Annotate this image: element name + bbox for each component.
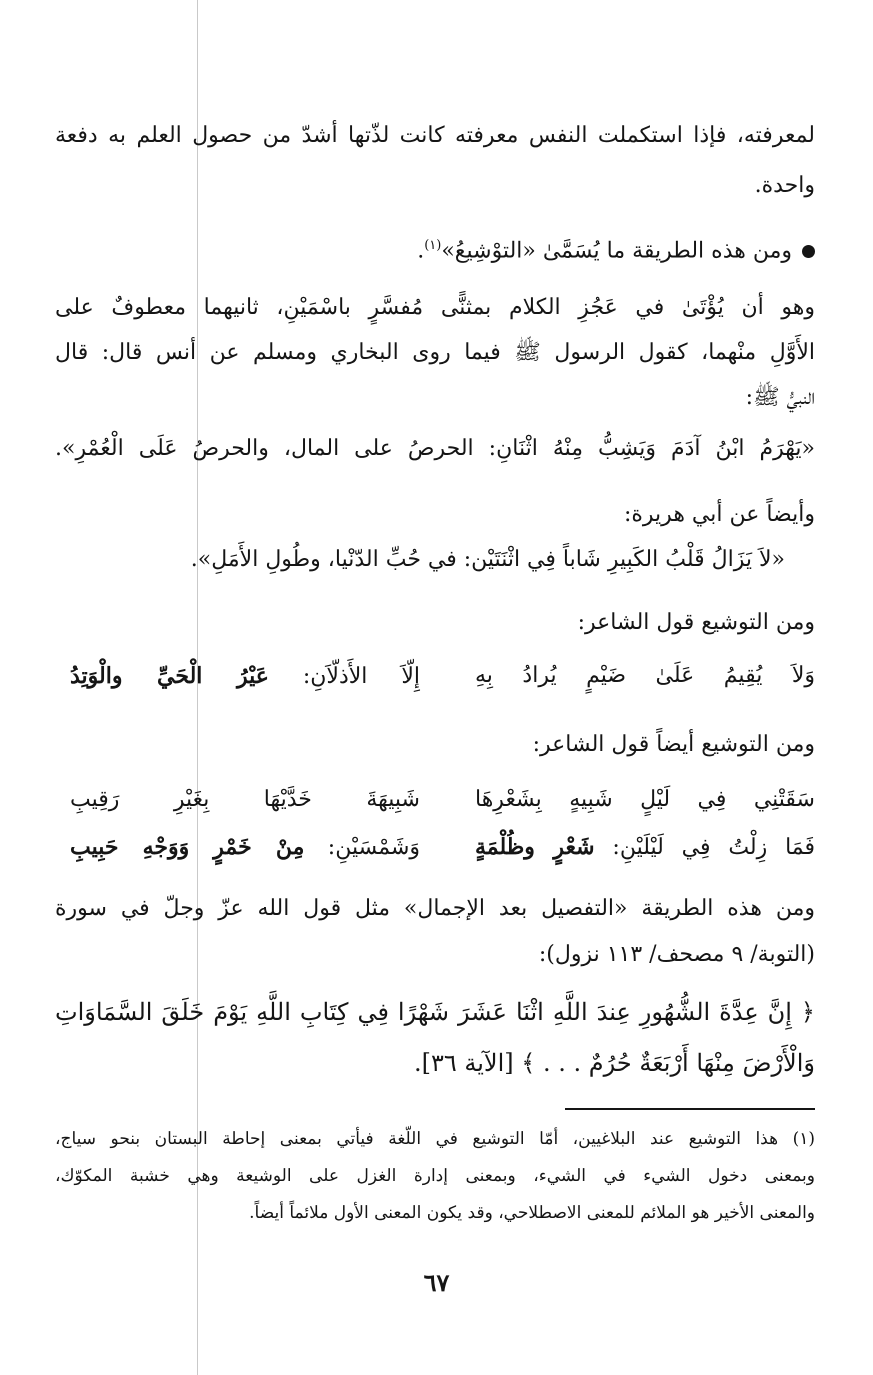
bullet-paragraph [55, 231, 815, 266]
verse-3-first-half-a: فَمَا زِلْتُ فِي لَيْلَيْنِ: [612, 835, 816, 860]
verse-3-first-half [475, 832, 815, 863]
footnote-line-1: (١) هذا التوشيع عند البلاغيين، أمّا التوشيع في اللّغة فيأتي بمعنى إحاطة البستان بنحو سياج، [55, 1129, 815, 1149]
paragraph-2-line-1: وهو أن يُؤْتَىٰ في عَجُزِ الكلام بمثنًّى مُفسَّرٍ باسْمَيْنِ، ثانيهما معطوفٌ على [55, 295, 815, 320]
quran-verse-line-2-text: وَالْأَرْضَ مِنْهَا أَرْبَعَةٌ حُرُمٌ . . . ﴾ [521, 1049, 815, 1077]
footnote-marker: (١) [424, 238, 442, 253]
verse-1-second-half-b: عَيْرُ الْحَيِّ والْوَتِدُ [70, 663, 269, 689]
hadith-1: «يَهْرَمُ ابْنُ آدَمَ وَيَشِبُّ مِنْهُ اثْنَانِ: الحرصُ على المال، والحرصُ عَلَى الْعُمْرِ». [55, 436, 815, 461]
footnote-line-2: وبمعنى دخول الشيء في الشيء، وبمعنى إدارة الغزل على الوشيعة وهي خشبة المكوّك، [55, 1166, 815, 1186]
paragraph-4: ومن التوشيع قول الشاعر: [577, 610, 815, 635]
bullet-text: ومن هذه الطريقة ما يُسَمَّىٰ «التوْشِيعُ» [441, 238, 792, 264]
footnote-divider [565, 1108, 815, 1110]
page-number: ٦٧ [423, 1268, 450, 1297]
bullet-icon [802, 245, 815, 258]
paragraph-6-line-2: (التوبة/ ٩ مصحف/ ١١٣ نزول): [538, 942, 815, 967]
verse-3-second-half-b: مِنْ خَمْرٍ وَوَجْهِ حَبِيبِ [70, 834, 305, 860]
footnote-line-3: والمعنى الأخير هو الملائم للمعنى الاصطلاحي، وقد يكون المعنى الأول ملائماً أيضاً. [249, 1203, 815, 1223]
quran-verse-line-2 [55, 1046, 815, 1080]
quran-verse-reference: [الآية ٣٦]. [413, 1049, 514, 1077]
verse-1-second-half-a: إِلّاَ الأَذلّاَنِ: [302, 664, 420, 689]
paragraph-1-line-2: واحدة. [754, 173, 815, 198]
paragraph-5: ومن التوشيع أيضاً قول الشاعر: [532, 732, 815, 757]
paragraph-2-line-2: الأَوَّلِ منْهما، كقول الرسول ﷺ فيما روى البخاري ومسلم عن أنس قال: قال [55, 340, 815, 365]
verse-3-second-half-a: وَشَمْسَيْنِ: [327, 835, 420, 860]
bullet-end: . [417, 238, 425, 264]
verse-2-first-half: سَقَتْنِي فِي لَيْلٍ شَبِيهٍ بِشَعْرِهَا [475, 787, 815, 812]
verse-3-second-half [70, 832, 420, 863]
paragraph-2-line-3: النبيُّ ﷺ: [745, 385, 815, 410]
verse-1-first-half: وَلاَ يُقِيمُ عَلَىٰ ضَيْمٍ يُرادُ بِهِ [475, 663, 815, 688]
verse-3-first-half-b: شَعْرٍ وظُلْمَةٍ [475, 834, 595, 860]
verse-1-second-half [70, 661, 420, 692]
hadith-2: «لاَ يَزَالُ قَلْبُ الكَبِيرِ شَاباً فِي اثْنَتَيْن: في حُبِّ الدّنْيا، وطُولِ الأَمَلِ». [190, 547, 785, 572]
verse-2-second-half: شَبِيهَةَ خَدَّيْهَا بِغَيْرِ رَقِيبِ [70, 787, 420, 812]
quran-verse-line-1: ﴿ إِنَّ عِدَّةَ الشُّهُورِ عِندَ اللَّهِ اثْنَا عَشَرَ شَهْرًا فِي كِتَابِ اللَّهِ يَوْمَ خَلَقَ السَّمَاوَاتِ [55, 998, 815, 1026]
paragraph-3: وأيضاً عن أبي هريرة: [623, 502, 815, 527]
paragraph-6-line-1: ومن هذه الطريقة «التفصيل بعد الإجمال» مثل قول الله عزّ وجلّ في سورة [55, 896, 815, 921]
paragraph-1-line-1: لمعرفته، فإذا استكملت النفس معرفته كانت لذّتها أشدّ من حصول العلم به دفعة [55, 123, 815, 148]
